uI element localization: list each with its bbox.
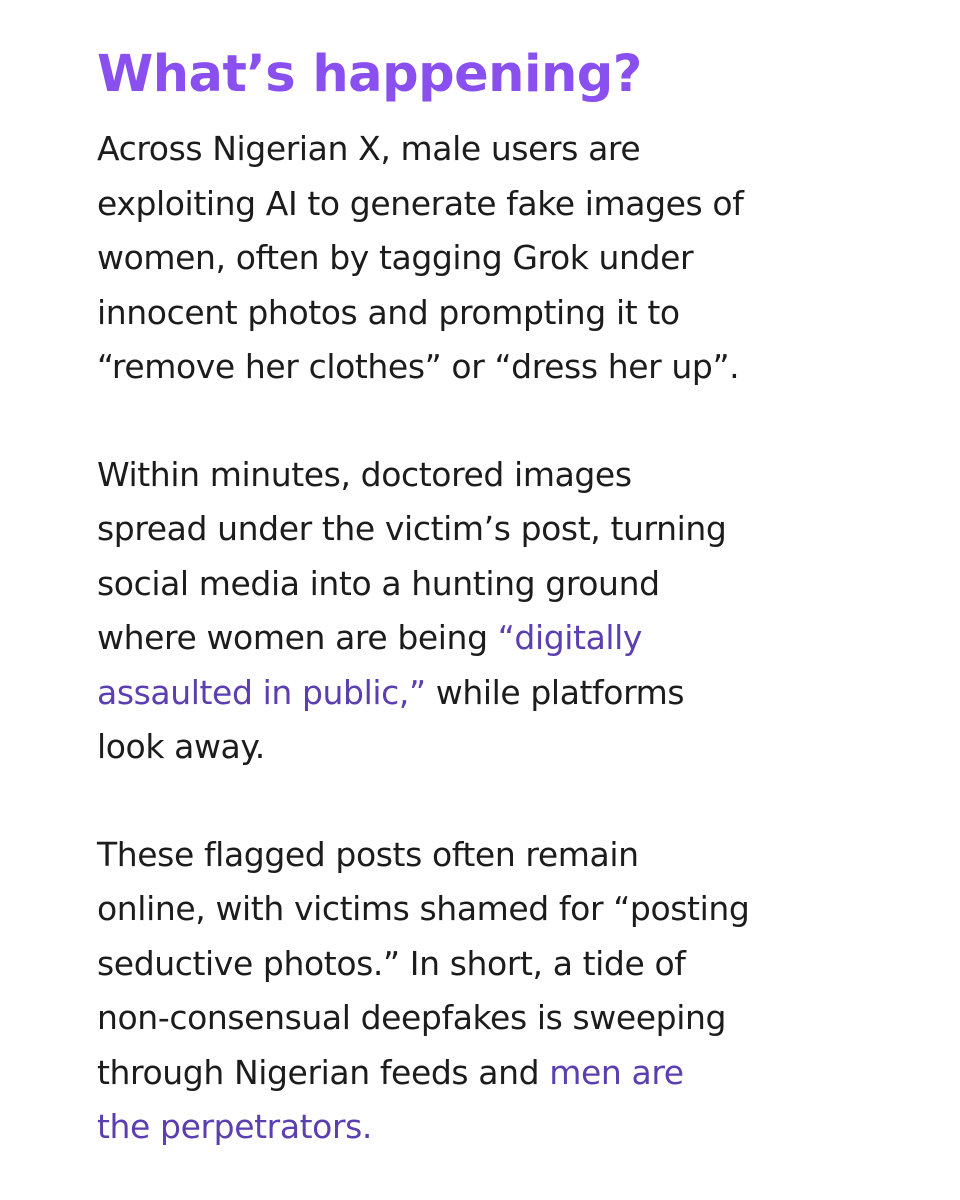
paragraph-line: [97, 991, 900, 1046]
paragraph-line: [97, 231, 900, 286]
body-text: through Nigerian feeds and: [97, 1052, 550, 1092]
highlighted-text: “digitally: [497, 618, 643, 657]
body-text: while platforms: [425, 672, 685, 712]
paragraph-line: [97, 557, 900, 612]
body-text: Within minutes, doctored images: [97, 454, 632, 494]
paragraph-1: [97, 122, 900, 395]
paragraph-line: [97, 937, 900, 992]
paragraph-line: [97, 1046, 900, 1101]
highlighted-text: the perpetrators.: [97, 1107, 373, 1146]
page-title: What’s happening?: [97, 45, 642, 104]
paragraph-line: [97, 611, 900, 666]
paragraph-line: [97, 340, 900, 395]
paragraph-line: [97, 122, 900, 177]
paragraph-line: [97, 666, 900, 721]
paragraph-line: [97, 882, 900, 937]
paragraph-2: [97, 448, 900, 775]
body-text: where women are being: [97, 618, 498, 657]
paragraph-line: [97, 177, 900, 232]
body-text: Across Nigerian X, male users are: [97, 129, 641, 168]
paragraph-line: [97, 286, 900, 341]
body-text: exploiting AI to generate fake images of: [97, 183, 744, 223]
body-text: spread under the victim’s post, turning: [97, 509, 727, 548]
body-text: innocent photos and prompting it to: [97, 292, 680, 332]
body-text: women, often by tagging Grok under: [97, 238, 694, 277]
body-text: These flagged posts often remain: [97, 834, 639, 874]
body-text: online, with victims shamed for “posting: [97, 889, 750, 928]
paragraph-line: [97, 502, 900, 557]
highlighted-text: assaulted in public,”: [97, 672, 426, 712]
body-text: “remove her clothes” or “dress her up”.: [97, 347, 740, 386]
highlighted-text: men are: [549, 1052, 684, 1092]
body-text: social media into a hunting ground: [97, 563, 660, 603]
paragraph-line: [97, 1100, 900, 1155]
body-text: look away.: [97, 727, 265, 766]
body-text: non-consensual deepfakes is sweeping: [97, 998, 727, 1037]
body-text: seductive photos.” In short, a tide of: [97, 943, 686, 983]
paragraph-line: [97, 448, 900, 503]
paragraph-3: [97, 828, 900, 1155]
paragraph-line: [97, 720, 900, 775]
paragraph-line: [97, 828, 900, 883]
